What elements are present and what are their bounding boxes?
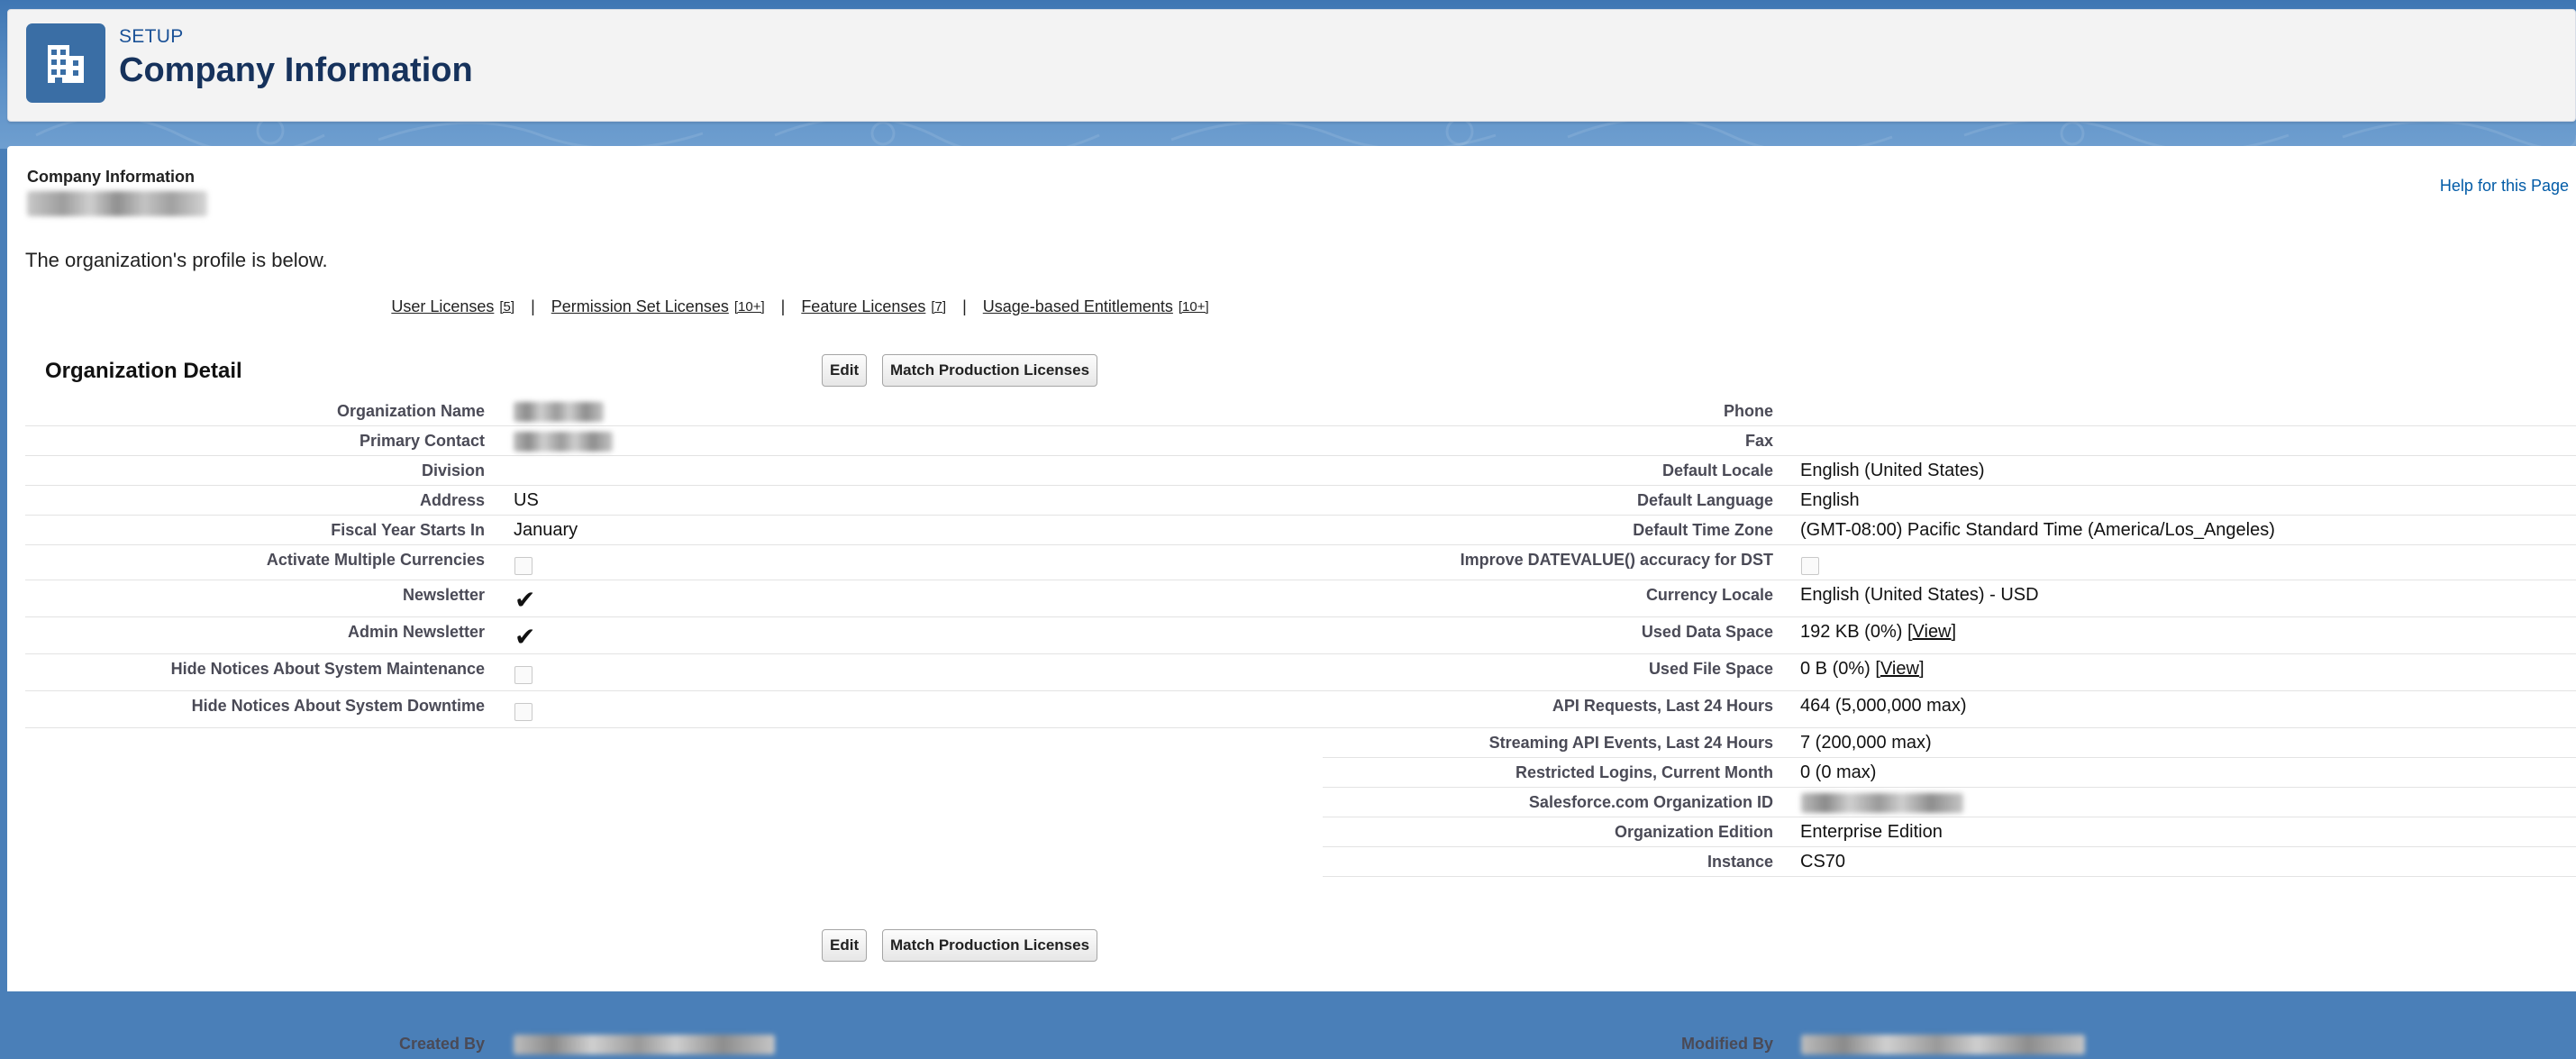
row-address — [25, 487, 1323, 516]
permission-set-licenses-count: [10+] — [733, 299, 765, 315]
field-label: Hide Notices About System Maintenance — [170, 660, 485, 678]
row-currency-locale — [1323, 581, 2576, 617]
row-api-requests — [1323, 692, 2576, 728]
match-production-licenses-button-bottom[interactable]: Match Production Licenses — [882, 929, 1097, 962]
match-production-licenses-button[interactable]: Match Production Licenses — [882, 354, 1097, 387]
permission-set-licenses-link[interactable] — [551, 297, 729, 316]
field-label: Newsletter — [402, 586, 485, 604]
field-value: English (United States) - USD — [1800, 585, 2039, 605]
field-value: English — [1800, 490, 1860, 510]
row-fax — [1323, 427, 2576, 456]
field-label: Primary Contact — [359, 432, 485, 450]
field-label: Activate Multiple Currencies — [266, 551, 485, 569]
checkbox-unchecked — [1801, 557, 1819, 575]
redacted-value — [1801, 1035, 2085, 1054]
link-label: Usage-based Entitlements — [982, 297, 1173, 315]
feature-licenses-count: [7] — [931, 299, 947, 315]
field-value-text: 192 KB (0%) — [1800, 622, 1903, 642]
field-label: Address — [419, 491, 485, 509]
user-licenses-count: [5] — [499, 299, 515, 315]
field-value: 7 (200,000 max) — [1800, 733, 1932, 753]
field-value: January — [514, 520, 578, 540]
redacted-value — [514, 432, 613, 452]
view-data-space-link[interactable]: View — [1912, 622, 1952, 642]
redacted-value — [514, 1035, 775, 1054]
row-hide-system-maintenance — [25, 655, 1323, 691]
link-label: Feature Licenses — [801, 297, 926, 315]
redacted-value — [1801, 793, 1963, 813]
field-label: Default Language — [1636, 491, 1773, 509]
row-division — [25, 457, 1323, 486]
field-label: Admin Newsletter — [347, 623, 485, 641]
checkmark-icon: ✔ — [514, 623, 536, 651]
row-restricted-logins — [1323, 759, 2576, 788]
field-label: Fiscal Year Starts In — [331, 521, 485, 539]
checkbox-unchecked — [514, 703, 532, 721]
field-value — [1800, 618, 1956, 647]
row-primary-contact — [25, 427, 1323, 456]
row-organization-edition — [1323, 818, 2576, 847]
bracket-close: ] — [1951, 622, 1957, 642]
view-file-space-link[interactable]: View — [1880, 659, 1919, 679]
field-label: Created By — [398, 1035, 485, 1053]
separator: | — [962, 297, 967, 315]
row-improve-datevalue — [1323, 546, 2576, 580]
field-label: Organization Name — [336, 402, 485, 420]
field-value: 0 (0 max) — [1800, 762, 1877, 782]
field-label: Restricted Logins, Current Month — [1515, 763, 1773, 781]
page-header — [7, 9, 2576, 122]
field-value: 464 (5,000,000 max) — [1800, 696, 1967, 716]
redacted-org-name — [27, 191, 207, 216]
field-value-text: 0 B (0%) — [1800, 659, 1871, 679]
field-label: Streaming API Events, Last 24 Hours — [1488, 734, 1773, 752]
bracket-open: [ — [1907, 622, 1913, 642]
page-title: Company Information — [119, 51, 473, 89]
field-label: API Requests, Last 24 Hours — [1552, 697, 1773, 715]
field-label: Phone — [1723, 402, 1773, 420]
license-links-bar — [7, 297, 1593, 316]
separator: | — [780, 297, 786, 315]
row-admin-newsletter — [25, 618, 1323, 654]
user-licenses-link[interactable] — [391, 297, 494, 316]
field-label: Currency Locale — [1645, 586, 1773, 604]
bracket-open: [ — [1875, 659, 1880, 679]
building-icon — [26, 23, 105, 103]
content-eyebrow: Company Information — [27, 168, 196, 186]
field-label: Instance — [1707, 853, 1773, 871]
field-value: (GMT-08:00) Pacific Standard Time (America/Los_Angeles) — [1800, 520, 2275, 540]
field-label: Improve DATEVALUE() accuracy for DST — [1460, 551, 1773, 569]
row-default-language — [1323, 487, 2576, 516]
field-value — [1800, 655, 1925, 684]
field-value: Enterprise Edition — [1800, 822, 1943, 842]
field-value: US — [514, 490, 539, 510]
row-modified-by — [1323, 1030, 2576, 1059]
field-label: Hide Notices About System Downtime — [191, 697, 485, 715]
usage-based-entitlements-link[interactable] — [983, 297, 1173, 316]
row-instance — [1323, 848, 2576, 877]
help-for-this-page-link[interactable]: Help for this Page — [2439, 177, 2569, 195]
row-activate-multiple-currencies — [25, 546, 1323, 580]
row-default-locale — [1323, 457, 2576, 486]
checkmark-icon: ✔ — [514, 586, 536, 614]
row-organization-name — [25, 397, 1323, 426]
row-hide-system-downtime — [25, 692, 1323, 728]
intro-text: The organization's profile is below. — [25, 249, 328, 271]
field-value: English (United States) — [1800, 461, 1985, 480]
field-label: Default Time Zone — [1633, 521, 1773, 539]
row-fiscal-year — [25, 516, 1323, 545]
redacted-value — [514, 402, 604, 422]
row-streaming-api-events — [1323, 729, 2576, 758]
field-label: Default Locale — [1661, 461, 1773, 479]
feature-licenses-link[interactable] — [801, 297, 925, 316]
field-label: Used File Space — [1648, 660, 1773, 678]
main-content — [7, 146, 2576, 1053]
separator: | — [531, 297, 535, 315]
section-title: Organization Detail — [45, 359, 242, 383]
row-used-data-space — [1323, 618, 2576, 654]
field-value: CS70 — [1800, 852, 1846, 872]
field-label: Modified By — [1681, 1035, 1773, 1053]
edit-button[interactable]: Edit — [822, 354, 867, 387]
edit-button-bottom[interactable]: Edit — [822, 929, 867, 962]
usage-based-entitlements-count: [10+] — [1178, 299, 1209, 315]
checkbox-unchecked — [514, 666, 532, 684]
row-phone — [1323, 397, 2576, 426]
checkbox-unchecked — [514, 557, 532, 575]
field-label: Organization Edition — [1615, 823, 1773, 841]
header-eyebrow: SETUP — [119, 26, 184, 47]
field-label: Fax — [1744, 432, 1773, 450]
row-used-file-space — [1323, 655, 2576, 691]
field-label: Division — [421, 461, 485, 479]
field-label: Used Data Space — [1641, 623, 1773, 641]
row-newsletter — [25, 581, 1323, 617]
link-label: Permission Set Licenses — [551, 297, 729, 315]
row-organization-id — [1323, 789, 2576, 817]
row-default-time-zone — [1323, 516, 2576, 545]
row-created-by — [25, 1030, 1323, 1059]
field-label: Salesforce.com Organization ID — [1528, 793, 1773, 811]
bracket-close: ] — [1918, 659, 1925, 679]
link-label: User Licenses — [391, 297, 495, 315]
